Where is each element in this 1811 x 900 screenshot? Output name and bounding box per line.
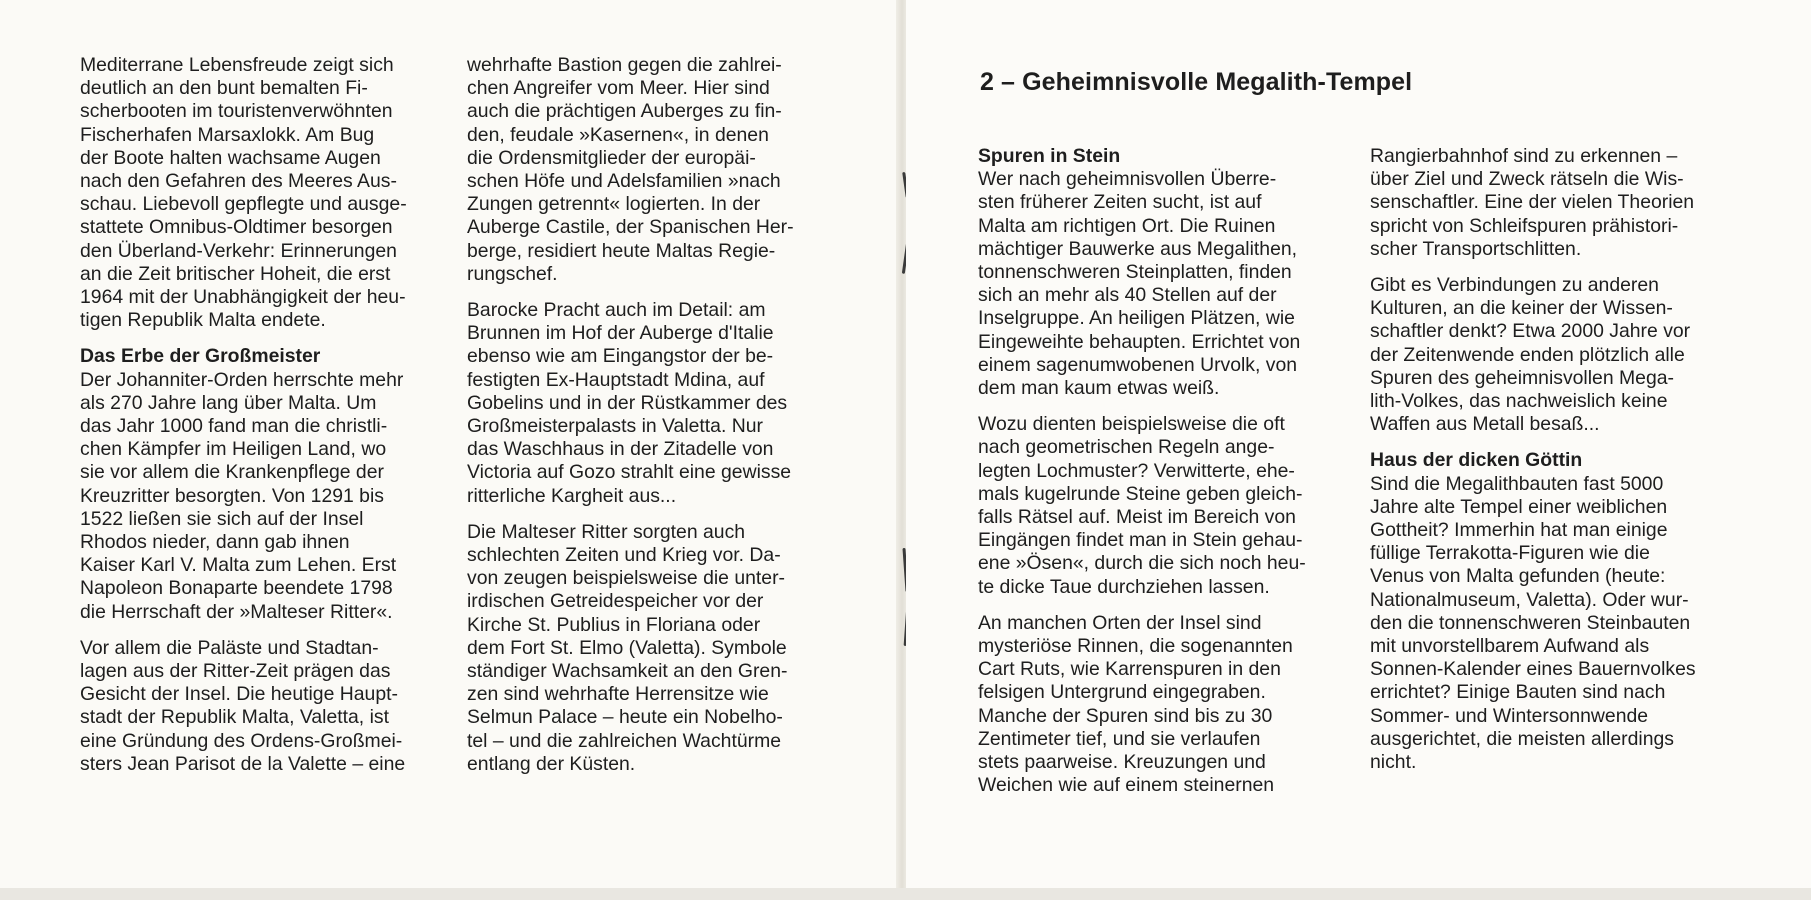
text-line: sich an mehr als 40 Stellen auf der [978,284,1277,307]
text-line: spricht von Schleifspuren prähistori- [1370,214,1679,237]
text-line: Nationalmuseum, Valetta). Oder wur- [1370,588,1689,611]
text-line: Wozu dienten beispielsweise die oft [978,413,1285,436]
text-line: Kreuzritter besorgten. Von 1291 bis [80,484,384,507]
text-line: chen Kämpfer im Heiligen Land, wo [80,438,387,461]
text-line: Kirche St. Publius in Floriana oder [467,613,761,636]
text-line: Der Johanniter-Orden herrschte mehr [80,368,404,391]
text-line: die Ordensmitglieder der europäi- [467,146,756,169]
section-heading: Das Erbe der Großmeister [80,345,321,368]
paragraph [978,612,1306,798]
column-3 [978,145,1306,810]
text-line: Rhodos nieder, dann gab ihnen [80,531,350,554]
text-line: dem man kaum etwas weiß. [978,377,1220,400]
text-line: Die Malteser Ritter sorgten auch [467,520,746,543]
text-line: Victoria auf Gozo strahlt eine gewisse [467,461,792,484]
text-line: Vor allem die Paläste und Stadtan- [80,636,379,659]
text-line: sie vor allem die Krankenpflege der [80,461,384,484]
text-line: zen sind wehrhafte Herrensitze wie [467,683,769,706]
text-line: Gibt es Verbindungen zu anderen [1370,274,1659,297]
text-line: das Waschhaus in der Zitadelle von [467,438,774,461]
text-line: ausgerichtet, die meisten allerdings [1370,727,1674,750]
text-line: scherbooten im touristenverwöhnten [80,100,393,123]
text-line: Malta am richtigen Ort. Die Ruinen [978,214,1276,237]
paragraph [978,168,1306,400]
left-page [0,0,898,888]
chapter-title: 2 – Geheimnisvolle Megalith-Tempel [980,68,1413,96]
text-line: 1522 ließen sie sich auf der Insel [80,507,364,530]
column-4 [1370,145,1696,787]
text-line: eine Gründung des Ordens-Großmei- [80,729,403,752]
paragraph [467,299,794,508]
text-line: schau. Liebevoll gepflegte und ausge- [80,193,407,216]
text-line: sten früherer Zeiten sucht, ist auf [978,191,1262,214]
text-line: der Zeitenwende enden plötzlich alle [1370,343,1685,366]
text-line: das Jahr 1000 fand man die christli- [80,415,388,438]
text-line: einem sagenumwobenen Urvolk, von [978,353,1298,376]
text-line: sters Jean Parisot de la Valette – eine [80,752,406,775]
text-line: Kaiser Karl V. Malta zum Lehen. Erst [80,554,397,577]
column-1 [80,54,407,789]
text-line: den Überland-Verkehr: Erinnerungen [80,239,397,262]
text-line: Inselgruppe. An heiligen Plätzen, wie [978,307,1295,330]
text-line: der Boote halten wachsame Augen [80,146,381,169]
text-line: über Ziel und Zweck rätseln die Wis- [1370,168,1684,191]
text-line: Cart Ruts, wie Karrenspuren in den [978,658,1281,681]
text-line: Manche der Spuren sind bis zu 30 [978,704,1273,727]
text-line: Sind die Megalithbauten fast 5000 [1370,472,1664,495]
text-line: legten Lochmuster? Verwitterte, ehe- [978,459,1295,482]
paragraph [467,54,794,286]
paragraph [1370,473,1696,775]
text-line: stadt der Republik Malta, Valetta, ist [80,706,389,729]
text-line: Sonnen-Kalender eines Bauernvolkes [1370,658,1696,681]
text-line: Gottheit? Immerhin hat man einige [1370,519,1668,542]
text-line: lith-Volkes, das nachweislich keine [1370,390,1668,413]
text-line: nach den Gefahren des Meeres Aus- [80,170,397,193]
text-line: rungschef. [467,262,558,285]
text-line: als 270 Jahre lang über Malta. Um [80,391,377,414]
text-line: nicht. [1370,751,1417,774]
text-line: mit unvorstellbarem Aufwand als [1370,635,1650,658]
text-line: dem Fort St. Elmo (Valetta). Symbole [467,636,787,659]
paragraph [1370,145,1696,261]
paragraph [978,413,1306,599]
text-line: ständiger Wachsamkeit an den Gren- [467,660,788,683]
text-line: füllige Terrakotta-Figuren wie die [1370,542,1650,565]
text-line: Gobelins und in der Rüstkammer des [467,391,788,414]
text-line: mysteriöse Rinnen, die sogenannten [978,635,1293,658]
text-line: Waffen aus Metall besaß... [1370,413,1600,436]
text-line: Zungen getrennt« logierten. In der [467,193,761,216]
text-line: festigten Ex-Hauptstadt Mdina, auf [467,368,765,391]
text-line: ebenso wie am Eingangstor der be- [467,345,774,368]
text-line: tel – und die zahlreichen Wachtürme [467,729,782,752]
text-line: Rangierbahnhof sind zu erkennen – [1370,145,1678,167]
text-line: te dicke Taue durchziehen lassen. [978,575,1270,598]
text-line: den, feudale »Kasernen«, in denen [467,123,769,146]
page-bottom-edge [0,888,1811,900]
text-line: Großmeisterpalasts in Valetta. Nur [467,415,763,438]
text-line: tigen Republik Malta endete. [80,309,326,332]
text-line: lagen aus der Ritter-Zeit prägen das [80,660,391,683]
text-line: Auberge Castile, der Spanischen Her- [467,216,794,239]
text-line: deutlich an den bunt bemalten Fi- [80,77,368,100]
text-line: Eingängen findet man in Stein gehau- [978,529,1303,552]
text-line: mächtiger Bauwerke aus Megalithen, [978,237,1298,260]
column-2 [467,54,794,789]
text-line: wehrhafte Bastion gegen die zahlrei- [467,54,782,76]
text-line: an die Zeit britischer Hoheit, die erst [80,262,391,285]
text-line: chen Angreifer vom Meer. Hier sind [467,77,770,100]
section-heading: Haus der dicken Göttin [1370,449,1583,472]
text-line: mals kugelrunde Steine geben gleich- [978,482,1303,505]
text-line: Selmun Palace – heute ein Nobelho- [467,706,783,729]
text-line: ritterliche Kargheit aus... [467,484,677,507]
text-line: tonnenschweren Steinplatten, finden [978,261,1292,284]
text-line: Eingeweihte behaupten. Errichtet von [978,330,1301,353]
paragraph [80,637,407,776]
text-line: errichtet? Einige Bauten sind nach [1370,681,1666,704]
text-line: scher Transportschlitten. [1370,237,1582,260]
text-line: nach geometrischen Regeln ange- [978,436,1275,459]
text-line: Jahre alte Tempel einer weiblichen [1370,495,1668,518]
text-line: irdischen Getreidespeicher vor der [467,590,764,613]
text-line: stattete Omnibus-Oldtimer besorgen [80,216,393,239]
text-line: Barocke Pracht auch im Detail: am [467,299,766,322]
paragraph [80,54,407,332]
text-line: von zeugen beispielsweise die unter- [467,567,785,590]
text-line: Napoleon Bonaparte beendete 1798 [80,577,393,600]
text-line: Mediterrane Lebensfreude zeigt sich [80,54,394,76]
text-line: berge, residiert heute Maltas Regie- [467,239,776,262]
text-line: Gesicht der Insel. Die heutige Haupt- [80,683,398,706]
text-line: Weichen wie auf einem steinernen [978,774,1275,797]
paragraph [80,369,407,624]
text-line: Spuren des geheimnisvollen Mega- [1370,366,1674,389]
text-line: die Herrschaft der »Malteser Ritter«. [80,600,393,623]
text-line: Sommer- und Wintersonnwende [1370,704,1649,727]
text-line: Zentimeter tief, und sie verlaufen [978,727,1261,750]
text-line: senschaftler. Eine der vielen Theorien [1370,191,1695,214]
paragraph [1370,274,1696,436]
text-line: Brunnen im Hof der Auberge d'Italie [467,322,774,345]
paragraph [467,521,794,776]
text-line: Kulturen, an die keiner der Wissen- [1370,297,1673,320]
text-line: schaftler denkt? Etwa 2000 Jahre vor [1370,320,1691,343]
text-line: felsigen Untergrund eingegraben. [978,681,1266,704]
text-line: auch die prächtigen Auberges zu fin- [467,100,782,123]
text-line: Wer nach geheimnisvollen Überre- [978,168,1277,191]
text-line: 1964 mit der Unabhängigkeit der heu- [80,286,406,309]
text-line: schlechten Zeiten und Krieg vor. Da- [467,544,781,567]
text-line: schen Höfe und Adelsfamilien »nach [467,170,781,193]
text-line: Fischerhafen Marsaxlokk. Am Bug [80,123,375,146]
text-line: ene »Ösen«, durch die sich noch heu- [978,552,1306,575]
text-line: stets paarweise. Kreuzungen und [978,751,1266,774]
text-line: entlang der Küsten. [467,752,636,775]
text-line: An manchen Orten der Insel sind [978,611,1262,634]
text-line: falls Rätsel auf. Meist im Bereich von [978,506,1296,529]
text-line: Venus von Malta gefunden (heute: [1370,565,1666,588]
section-heading: Spuren in Stein [978,145,1121,167]
text-line: den die tonnenschweren Steinbauten [1370,611,1691,634]
